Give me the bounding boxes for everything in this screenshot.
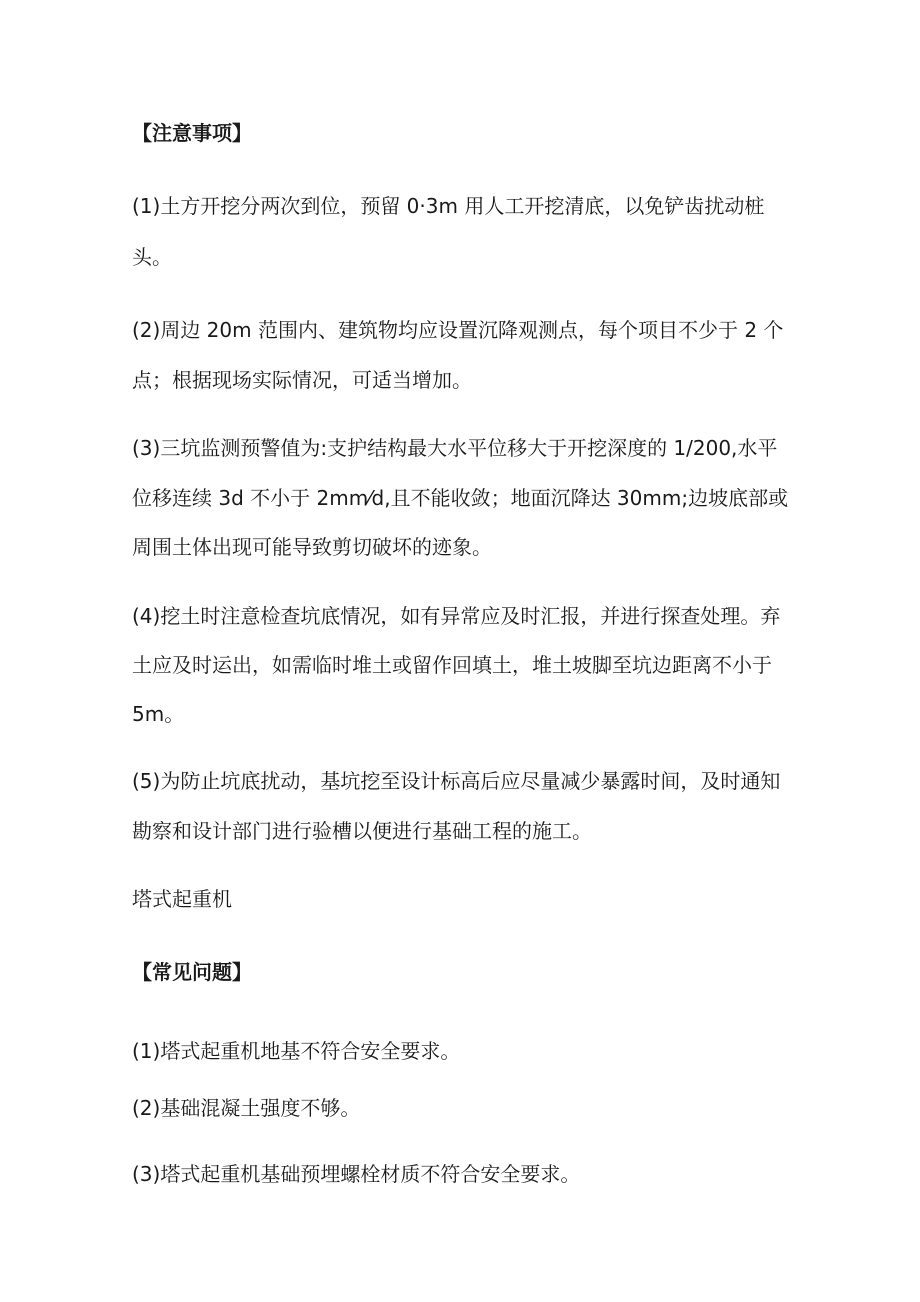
note-3-line-2: 位移连续 3d 不小于 2mm⁄d,且不能收敛；地面沉降达 30mm;边坡底部或 bbox=[132, 486, 789, 510]
note-4-line-3: 5m。 bbox=[132, 702, 185, 726]
problems-heading: 【常见问题】 bbox=[132, 960, 252, 984]
note-2-line-2: 点；根据现场实际情况，可适当增加。 bbox=[132, 368, 472, 392]
note-4-line-1: (4)挖土时注意检查坑底情况，如有异常应及时汇报，并进行探查处理。弃 bbox=[132, 604, 781, 628]
note-5-line-2: 勘察和设计部门进行验槽以便进行基础工程的施工。 bbox=[132, 819, 592, 843]
problem-2: (2)基础混凝土强度不够。 bbox=[132, 1096, 361, 1120]
note-4-line-2: 土应及时运出，如需临时堆土或留作回填土，堆土坡脚至坑边距离不小于 bbox=[132, 653, 772, 677]
note-1-line-2: 头。 bbox=[132, 245, 172, 269]
note-1-line-1: (1)土方开挖分两次到位，预留 0·3m 用人工开挖清底，以免铲齿扰动桩 bbox=[132, 194, 765, 218]
note-3-line-1: (3)三坑监测预警值为:支护结构最大水平位移大于开挖深度的 1/200,水平 bbox=[132, 436, 778, 460]
note-2-line-1: (2)周边 20m 范围内、建筑物均应设置沉降观测点，每个项目不少于 2 个 bbox=[132, 318, 784, 342]
note-5-line-1: (5)为防止坑底扰动，基坑挖至设计标高后应尽量减少暴露时间，及时通知 bbox=[132, 769, 781, 793]
problem-1: (1)塔式起重机地基不符合安全要求。 bbox=[132, 1039, 461, 1063]
subtitle: 塔式起重机 bbox=[132, 887, 232, 911]
problem-3: (3)塔式起重机基础预埋螺栓材质不符合安全要求。 bbox=[132, 1162, 581, 1186]
note-3-line-3: 周围土体出现可能导致剪切破坏的迹象。 bbox=[132, 535, 492, 559]
notes-heading: 【注意事项】 bbox=[132, 121, 252, 145]
